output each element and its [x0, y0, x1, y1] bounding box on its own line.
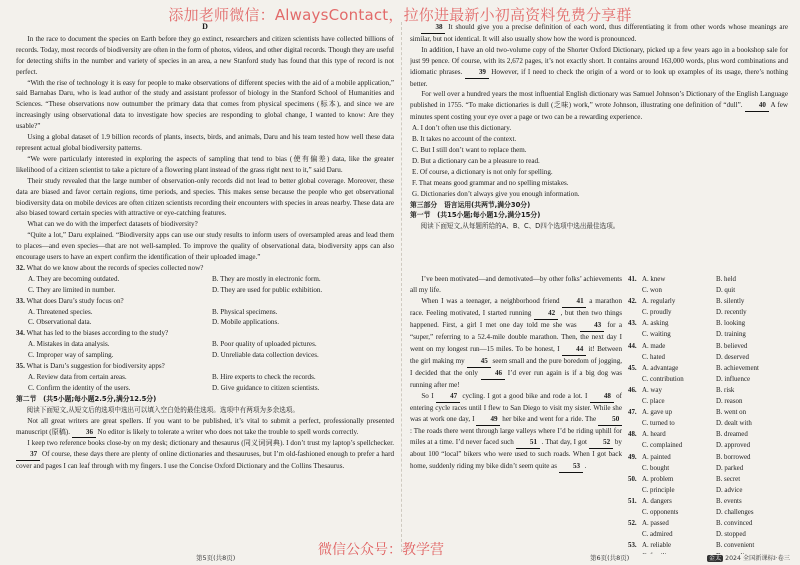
passage-paragraph: 38 It should give you a precise definition of each word, thus differentiating it from other words whose meanings are similar, but not identical. It will also usually show how the word is pronounced. — [410, 23, 788, 43]
cloze-text: So I — [421, 391, 434, 400]
cloze-text: a marathon race. Feeling motivated, I started running — [410, 297, 622, 318]
cloze-option-row — [628, 285, 790, 296]
cloze-text: of entering cycle races until I flew to San Diego to visit my sister. While she was at work one day, I — [410, 391, 622, 424]
cloze-option-row — [628, 463, 790, 474]
cloze-option[interactable]: A. reliable — [642, 542, 672, 550]
cloze-option[interactable]: B. dreamed — [716, 431, 748, 439]
cloze-option-number: 41. — [628, 276, 637, 283]
cloze-option[interactable]: D. approved — [716, 442, 751, 450]
question-stem — [16, 328, 394, 339]
cloze-option-row — [628, 274, 790, 285]
passage-paragraph: “We were particularly interested in exploring the aspects of sampling that tend to bias (使有偏差) data, like the greater likelihood of a citizen scientist to take a picture of a flowering plant instead of the grass right next to it,” said Daru. — [16, 154, 394, 174]
left-page-footer: 第5页(共8页) — [196, 554, 236, 562]
cloze-option[interactable]: C. waiting — [642, 331, 671, 339]
top-watermark: 添加老师微信：AlwaysContact，拉你进最新小初高资料免费分享群 — [168, 6, 632, 24]
choice-option: G. Dictionaries don’t always give you enough information. — [412, 189, 580, 198]
blank-39[interactable]: 39 — [465, 67, 489, 79]
answer-option[interactable]: C. They are limited in number. — [28, 285, 116, 294]
answer-option[interactable]: B. They are mostly in electronic form. — [212, 274, 321, 283]
question-number: 34. — [16, 329, 25, 338]
cloze-blank[interactable]: 53 — [559, 461, 583, 473]
cloze-text: cycling. I got a good bike and rode a lot. I — [462, 391, 588, 400]
cloze-option-number — [628, 352, 642, 363]
cloze-option[interactable]: B. risk — [716, 386, 735, 394]
cloze-paragraph — [410, 274, 622, 296]
cloze-option[interactable]: A. dangers — [642, 497, 672, 505]
cloze-blank[interactable]: 41 — [562, 296, 586, 308]
cloze-option-number: 53. — [628, 542, 637, 550]
cloze-option-row — [628, 540, 790, 551]
cloze-option-row — [628, 529, 790, 540]
cloze-text: When I was a teenager, a neighborhood friend — [421, 297, 560, 306]
cloze-option[interactable]: C. won — [642, 287, 662, 295]
cloze-option-number — [628, 374, 642, 385]
cloze-option-row — [628, 363, 790, 374]
cloze-option-row — [628, 418, 790, 429]
passage-letter: D — [202, 22, 208, 31]
cloze-option-row — [628, 341, 790, 352]
cloze-option[interactable]: D. training — [716, 331, 746, 339]
passage-paragraph: I keep two reference books close-by on my desk; dictionary and thesaurus (同义词词典). I don’t trust my laptop’s spellchecker. 37 Of course, these days there are plenty of online dictionaries and thesauruses, but I’m old-fashioned enough to prefer a hard cover and pages I can leaf through with my fingers. I use the Concise Oxford Dictionary and the Collins Thesaurus. — [16, 439, 394, 471]
answer-option[interactable]: D. Give guidance to citizen scientists. — [212, 383, 320, 392]
passage-paragraph: Their study revealed that the large number of observation-only records did not lead to better global coverage. Moreover, these data are biased and favor certain regions, time periods, and species. This makes sense because the people who get observational biodiversity data on mobile devices are often citizen scientists recording their encounters with species in areas nearby. These data are also biased toward certain species with attractive or eye-catching features. — [16, 176, 394, 218]
question-stem — [16, 263, 394, 274]
question-text: What do we know about the records of species collected now? — [26, 263, 204, 272]
passage-paragraph: What can we do with the imperfect datasets of biodiversity? — [27, 220, 198, 229]
blank-38[interactable]: 38 — [421, 22, 445, 34]
cloze-option[interactable]: A. problem — [642, 475, 674, 483]
cloze-option-row — [628, 485, 790, 496]
answer-option[interactable]: B. Physical specimens. — [212, 307, 278, 316]
cloze-text: her bike and went for a ride. The — [502, 415, 597, 424]
cloze-option-number — [628, 285, 642, 296]
blank-40[interactable]: 40 — [745, 100, 769, 112]
passage-d-body — [16, 34, 394, 263]
cloze-option-number — [628, 551, 642, 554]
answer-option[interactable]: D. They are used for public exhibition. — [212, 285, 323, 294]
cloze-option[interactable]: C. opponents — [642, 508, 679, 516]
cloze-option[interactable]: A. gave up — [642, 409, 673, 417]
answer-option[interactable]: C. Confirm the identity of the users. — [28, 383, 131, 392]
cloze-option-number — [628, 529, 642, 540]
cloze-option[interactable]: A. advantage — [642, 364, 679, 372]
cloze-option-row — [628, 307, 790, 318]
cloze-option[interactable]: A. passed — [642, 520, 669, 528]
cloze-blank[interactable]: 48 — [590, 391, 614, 403]
cloze-option[interactable]: B. looking — [716, 320, 746, 328]
passage-paragraph: “With the rise of technology it is easy for people to make observations of different species with the aid of a mobile application,” said Barnabas Daru, who is lead author of the study and assistant professor of biology in the Stanford School of Humanities and Sciences. “These observations now outnumber the primary data that comes from physical specimens (标本), and since we are increasingly using observational data to investigate how species are responding to global change, I wanted to know: Are they usable?” — [16, 78, 394, 131]
cloze-option[interactable]: D. influence — [716, 375, 751, 383]
blank-36[interactable]: 36 — [72, 427, 96, 439]
cloze-option-number — [628, 418, 642, 429]
question-number: 32. — [16, 263, 25, 272]
answer-option[interactable]: D. Unreliable data collection devices. — [212, 351, 319, 360]
cloze-text: . That day, I got — [541, 438, 588, 447]
cloze-option[interactable]: D. deserved — [716, 353, 749, 361]
cloze-option[interactable]: B. secret — [716, 475, 741, 483]
cloze-option-row — [628, 474, 790, 485]
cloze-option[interactable] — [642, 551, 716, 554]
cloze-blank[interactable]: 42 — [534, 308, 558, 320]
section-instruction: 阅读下面短文,从短文后的选项中选出可以填入空白处的最佳选项。选项中有两项为多余选项。 — [26, 405, 299, 414]
cloze-option-number — [628, 463, 642, 474]
seven-choice-options — [410, 123, 788, 199]
cloze-option-row — [628, 507, 790, 518]
cloze-option[interactable]: C. bought — [642, 464, 670, 472]
cloze-option[interactable]: B. convenient — [716, 542, 755, 550]
answer-option[interactable]: A. Threatened species. — [28, 307, 93, 316]
cloze-option-number: 52. — [628, 520, 637, 528]
cloze-option-number: 51. — [628, 497, 637, 505]
cloze-text: seem small and the pure boredom of jogging, I decided that the only — [410, 356, 622, 377]
cloze-option-number: 47. — [628, 409, 637, 417]
question-text: What is Daru’s suggestion for biodiversity apps? — [26, 362, 165, 371]
cloze-option[interactable]: B. convinced — [716, 520, 753, 528]
cloze-option[interactable]: D. recently — [716, 309, 747, 317]
cloze-text: for a “super,” referring to a 52.4-mile double marathon. Then, the next day I went on my longest run—15 miles. To be honest, I — [410, 321, 622, 353]
cloze-option[interactable]: C. admired — [642, 531, 673, 539]
cloze-paragraph — [410, 391, 622, 473]
passage-paragraph: In the race to document the species on Earth before they go extinct, researchers and citizen scientists have collected billions of records. Today, most records of biodiversity are often in the form of photos, videos, and other digital records. Though they are useful for detecting shifts in the number and variety of species in an area, a new Stanford study has found that this type of record is not perfect. — [16, 34, 394, 76]
question-text: What has led to the biases according to the study? — [26, 329, 169, 338]
choice-option: A. I don’t often use this dictionary. — [412, 124, 512, 133]
question-stem — [16, 296, 394, 307]
cloze-paragraph — [410, 296, 622, 391]
passage-paragraph: For well over a hundred years the most influential English dictionary was Samuel Johnson’s Dictionary of the English Language published in 1755. “To make dictionaries is dull (乏味) work,” wrote Johnson, illustrating one definition of “dull”. 40 A few minutes spent costing your eye over a page or two can be a rewarding experience. — [410, 90, 788, 122]
cloze-option-row — [628, 385, 790, 396]
cloze-blank[interactable]: 43 — [580, 320, 604, 332]
question-text: What does Daru’s study focus on? — [26, 296, 124, 305]
cloze-option[interactable]: A. asking — [642, 320, 669, 328]
cloze-option[interactable]: D. quit — [716, 287, 736, 295]
reading-questions — [16, 263, 394, 394]
cloze-option-number: 48. — [628, 431, 637, 439]
cloze-option[interactable]: A. made — [642, 342, 666, 350]
cloze-option[interactable]: D. advice — [716, 486, 743, 494]
cloze-text: by about 100 “local” bikers who were used to such roads. When I got back home, suddenly riding my bike didn’t seem quite as — [410, 438, 622, 470]
left-page — [16, 22, 394, 552]
cloze-option[interactable]: A. regularly — [642, 298, 676, 306]
cloze-option-number — [628, 307, 642, 318]
section-heading: 第二节 (共5小题;每小题2.5分,满分12.5分) — [16, 394, 157, 403]
part3-instruction: 阅读下面短文,从每题所给的A、B、C、D四个选项中选出最佳选项。 — [420, 222, 620, 231]
cloze-option-row — [628, 496, 790, 507]
cloze-option[interactable]: A. painted — [642, 453, 671, 461]
right-page-top — [410, 22, 788, 274]
answer-option[interactable]: A. They are becoming outdated. — [28, 274, 120, 283]
bottom-watermark: 微信公众号：教学营 — [318, 542, 444, 558]
cloze-option[interactable]: C. place — [642, 398, 665, 406]
passage-paragraph: Using a global dataset of 1.9 billion records of plants, insects, birds, and animals, Daru and his team tested how well these data represent actual global biodiversity patterns. — [16, 133, 394, 152]
cloze-option[interactable]: A. way — [642, 386, 662, 394]
cloze-option-row — [628, 296, 790, 307]
cloze-text: I’d ever run again is if a big dog was running after me! — [410, 368, 622, 389]
cloze-option-number — [628, 507, 642, 518]
cloze-option-number: 44. — [628, 342, 637, 350]
cloze-option[interactable]: D. parked — [716, 464, 744, 472]
choice-option: C. But I still don’t want to replace them. — [412, 145, 527, 154]
question-options — [16, 372, 394, 394]
cloze-blank[interactable]: 50 — [598, 414, 622, 426]
cloze-option-row — [628, 407, 790, 418]
question-options — [16, 339, 394, 361]
answer-option[interactable]: B. Hire experts to check the records. — [212, 373, 316, 381]
cloze-option-row — [628, 518, 790, 529]
cloze-option-number — [628, 329, 642, 340]
cloze-option[interactable]: C. turned to — [642, 420, 675, 428]
choice-option: D. But a dictionary can be a pleasure to read. — [412, 156, 540, 165]
choice-option: B. It takes no account of the context. — [412, 135, 517, 144]
cloze-option-row — [628, 352, 790, 363]
cloze-text: I’ve been motivated—and demotivated—by other folks’ achievements all my life. — [410, 275, 622, 295]
cloze-option-row — [628, 452, 790, 463]
passage-paragraph: Not all great writers are great spellers. If you want to be published, it’s vital to submit a perfect, professionally presented manuscript (原稿). 36 No editor is likely to tolerate a writer who does not take the trouble to spell words correctly. — [16, 416, 394, 439]
cloze-blank[interactable]: 44 — [562, 344, 586, 356]
part3-heading: 第三部分 语言运用(共两节,满分30分) — [410, 200, 531, 209]
cloze-option[interactable]: C. principle — [642, 486, 675, 494]
cloze-option[interactable]: B. silently — [716, 298, 745, 306]
cloze-blank[interactable]: 52 — [589, 437, 613, 449]
cloze-option[interactable]: C. hated — [642, 353, 665, 361]
cloze-option[interactable]: D. dealt with — [716, 420, 752, 428]
cloze-option-number — [628, 485, 642, 496]
cloze-text: : The roads there went through large valleys where I’d be riding uphill for miles at a time. I’d never faced such — [410, 427, 622, 447]
answer-option[interactable]: A. Review data from certain areas. — [28, 373, 127, 381]
cloze-option-number: 42. — [628, 298, 637, 306]
answer-option[interactable]: D. Mobile applications. — [212, 318, 279, 327]
cloze-option-row — [628, 329, 790, 340]
cloze-option-row — [628, 396, 790, 407]
cloze-option[interactable]: A. knew — [642, 276, 666, 283]
right-page-footer: 第6页(共8页) — [590, 554, 630, 562]
cloze-option-row — [628, 318, 790, 329]
cloze-option-number: 50. — [628, 475, 637, 483]
cloze-option[interactable]: B. events — [716, 497, 742, 505]
cloze-blank[interactable]: 49 — [476, 414, 500, 426]
cloze-option-row — [628, 374, 790, 385]
cloze-options — [628, 274, 790, 554]
question-options — [16, 307, 394, 329]
brand-logo: 金太 — [708, 555, 722, 562]
cloze-blank[interactable]: 47 — [436, 391, 460, 403]
cloze-text: . — [584, 461, 587, 470]
cloze-blank[interactable]: 46 — [481, 368, 505, 380]
question-number: 33. — [16, 296, 25, 305]
cloze-option-number: 45. — [628, 364, 637, 372]
answer-option[interactable]: B. Poor quality of uploaded pictures. — [212, 340, 317, 349]
cloze-option-number — [628, 396, 642, 407]
cloze-option[interactable]: C. complained — [642, 442, 683, 450]
page-divider — [401, 22, 402, 552]
cloze-option[interactable]: B. believed — [716, 342, 748, 350]
cloze-option[interactable]: C. contribution — [642, 375, 684, 383]
cloze-option-number: 49. — [628, 453, 637, 461]
cloze-option[interactable]: D. reason — [716, 398, 743, 406]
question-number: 35. — [16, 362, 25, 371]
cloze-passage — [410, 274, 622, 554]
cloze-text: it! Between the girl making my — [410, 344, 622, 365]
answer-option[interactable]: A. Mistakes in data analysis. — [28, 340, 110, 349]
cloze-option[interactable]: C. proudly — [642, 309, 672, 317]
cloze-option-number — [628, 440, 642, 451]
choice-option: F. That means good grammar and no spelling mistakes. — [412, 178, 569, 187]
passage-paragraph: “Quite a lot,” Daru explained. “Biodiversity apps can use our study results to inform users of oversampled areas and lead them to places—and even species—that are not well-sampled. To improve the quality of observational data, biodiversity apps can also encourage users to have an expert confirm the identification of their uploaded image.” — [16, 231, 394, 262]
cloze-option-number: 46. — [628, 386, 637, 394]
cloze-option-number: 43. — [628, 320, 637, 328]
cloze-option[interactable]: D. challenges — [716, 508, 754, 516]
passage-paragraph: In addition, I have an old two-volume copy of the Shorter Oxford Dictionary, picked up a few years ago in a bookshop sale for just 99 pence. Of course, with its 2,672 pages, it’s not exactly short. It contains around 163,000 words, plus word combinations and idiomatic phrases. 39 However, if I need to check the origin of a word or to look up examples of its usage, there’s nothing better. — [410, 45, 788, 88]
question-stem — [16, 361, 394, 372]
publisher-brand: 金太 2024 全国新课标Ⅰ·卷三 — [708, 555, 790, 562]
cloze-option[interactable]: B. borrowed — [716, 453, 751, 461]
question-options — [16, 274, 394, 296]
answer-option[interactable]: C. Observational data. — [28, 318, 92, 327]
cloze-option[interactable]: A. heard — [642, 431, 666, 439]
cloze-blank[interactable]: 51 — [516, 437, 540, 449]
cloze-text: , but then two things happened. First, a girl I met one day told me she was — [410, 309, 622, 330]
answer-option[interactable]: C. Improper way of sampling. — [28, 351, 114, 360]
cloze-option[interactable]: B. achievement — [716, 364, 759, 372]
cloze-option-row — [628, 440, 790, 451]
cloze-option[interactable]: B. went on — [716, 409, 747, 417]
cloze-blank[interactable]: 45 — [467, 356, 491, 368]
cloze-option[interactable]: D. stopped — [716, 531, 746, 539]
cloze-option[interactable]: B. held — [716, 276, 736, 283]
choice-option: E. Of course, a dictionary is not only for spelling. — [412, 167, 553, 176]
blank-37[interactable]: 37 — [16, 449, 40, 461]
part3-subheading: 第一节 (共15小题;每小题1分,满分15分) — [410, 211, 541, 220]
cloze-option-row — [628, 429, 790, 440]
